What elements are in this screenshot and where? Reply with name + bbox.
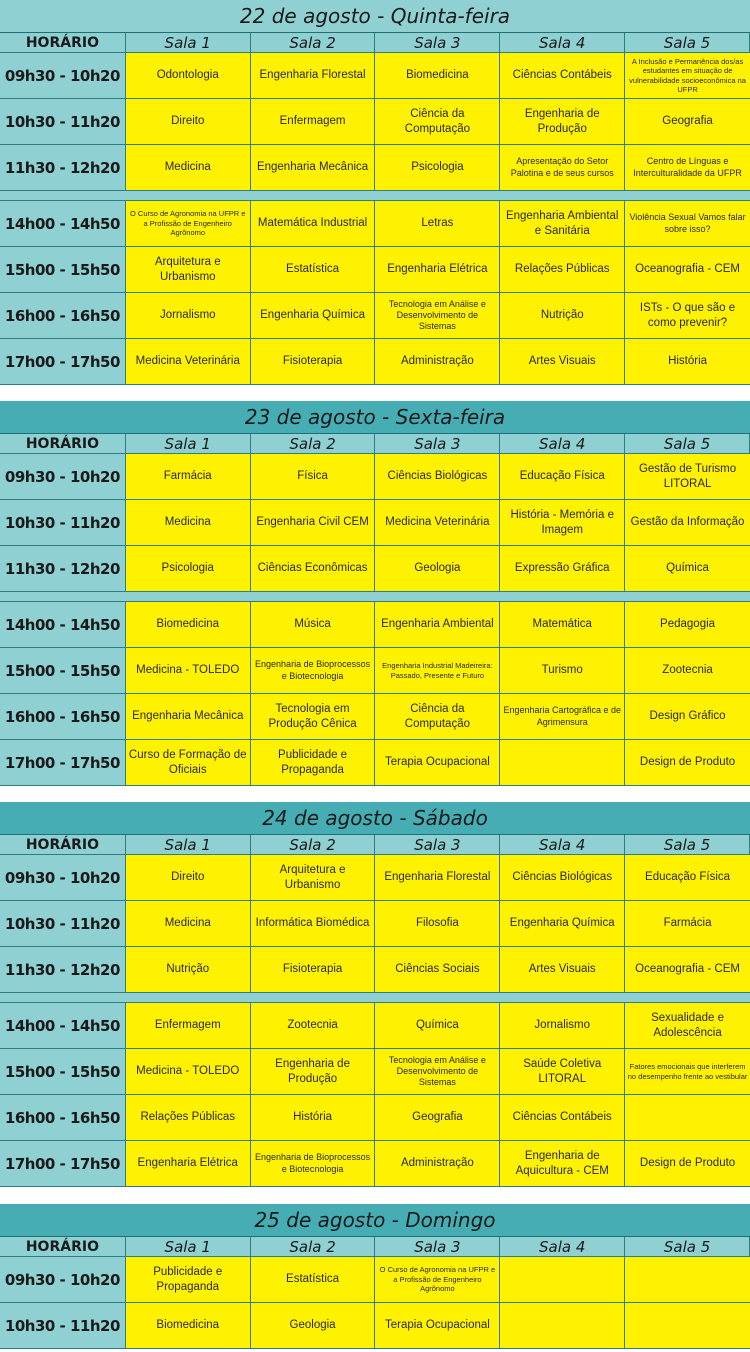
session-cell-sala-4: Saúde Coletiva LITORAL xyxy=(500,1049,625,1095)
session-cell-sala-2: Publicidade e Propaganda xyxy=(251,740,376,786)
session-cell-sala-4: Engenharia Química xyxy=(500,901,625,947)
session-cell-sala-2: Ciências Econômicas xyxy=(251,546,376,592)
table-row xyxy=(0,1257,750,1303)
session-cell-sala-1: Enfermagem xyxy=(126,1003,251,1049)
session-cell-sala-5 xyxy=(625,1303,750,1349)
session-block-morning xyxy=(0,53,750,191)
time-slot: 14h00 - 14h50 xyxy=(0,602,126,648)
session-cell-sala-4: Apresentação do Setor Palotina e de seus cursos xyxy=(500,145,625,191)
session-block-morning xyxy=(0,454,750,592)
time-slot: 17h00 - 17h50 xyxy=(0,1141,126,1187)
session-cell-sala-3: Terapia Ocupacional xyxy=(375,1303,500,1349)
column-header-sala-3: Sala 3 xyxy=(375,434,500,454)
lunch-break-divider xyxy=(0,191,750,201)
table-row xyxy=(0,339,750,385)
session-cell-sala-1: Jornalismo xyxy=(126,293,251,339)
session-cell-sala-1: Publicidade e Propaganda xyxy=(126,1257,251,1303)
session-cell-sala-5: Educação Física xyxy=(625,855,750,901)
session-cell-sala-4: Engenharia Ambiental e Sanitária xyxy=(500,201,625,247)
session-cell-sala-2: História xyxy=(251,1095,376,1141)
session-cell-sala-4: Engenharia de Aquicultura - CEM xyxy=(500,1141,625,1187)
session-cell-sala-4: Matemática xyxy=(500,602,625,648)
time-slot: 17h00 - 17h50 xyxy=(0,339,126,385)
session-cell-sala-1: Arquitetura e Urbanismo xyxy=(126,247,251,293)
session-cell-sala-5: Design Gráfico xyxy=(625,694,750,740)
session-cell-sala-2: Arquitetura e Urbanismo xyxy=(251,855,376,901)
session-cell-sala-5: Centro de Línguas e Interculturalidade da UFPR xyxy=(625,145,750,191)
time-slot: 17h00 - 17h50 xyxy=(0,740,126,786)
lunch-break-divider xyxy=(0,993,750,1003)
session-cell-sala-3: Ciências Sociais xyxy=(375,947,500,993)
session-block-morning xyxy=(0,1257,750,1349)
session-cell-sala-4: Engenharia de Produção xyxy=(500,99,625,145)
session-cell-sala-5: Zootecnia xyxy=(625,648,750,694)
session-cell-sala-5: História xyxy=(625,339,750,385)
table-row xyxy=(0,247,750,293)
column-header-time: HORÁRIO xyxy=(0,434,126,454)
session-cell-sala-3: Filosofia xyxy=(375,901,500,947)
time-slot: 15h00 - 15h50 xyxy=(0,1049,126,1095)
column-header-sala-1: Sala 1 xyxy=(126,1237,251,1257)
session-cell-sala-2: Fisioterapia xyxy=(251,339,376,385)
session-cell-sala-3: O Curso de Agronomia na UFPR e a Profissão de Engenheiro Agrônomo xyxy=(375,1257,500,1303)
time-slot: 10h30 - 11h20 xyxy=(0,99,126,145)
session-cell-sala-1: Biomedicina xyxy=(126,602,251,648)
day-title: 25 de agosto - Domingo xyxy=(0,1204,750,1237)
session-cell-sala-3: Medicina Veterinária xyxy=(375,500,500,546)
session-cell-sala-5: Farmácia xyxy=(625,901,750,947)
session-cell-sala-2: Engenharia Florestal xyxy=(251,53,376,99)
table-row xyxy=(0,201,750,247)
session-cell-sala-4: Artes Visuais xyxy=(500,339,625,385)
time-slot: 14h00 - 14h50 xyxy=(0,1003,126,1049)
session-cell-sala-2: Estatística xyxy=(251,1257,376,1303)
table-row xyxy=(0,1303,750,1349)
column-header-time: HORÁRIO xyxy=(0,1237,126,1257)
session-cell-sala-1: Odontologia xyxy=(126,53,251,99)
session-cell-sala-1: Medicina xyxy=(126,901,251,947)
session-cell-sala-5 xyxy=(625,1257,750,1303)
table-row xyxy=(0,1095,750,1141)
session-cell-sala-4 xyxy=(500,1303,625,1349)
session-cell-sala-1: Biomedicina xyxy=(126,1303,251,1349)
session-cell-sala-3: Psicologia xyxy=(375,145,500,191)
session-cell-sala-4: Ciências Contábeis xyxy=(500,1095,625,1141)
column-header-sala-5: Sala 5 xyxy=(625,835,750,855)
time-slot: 09h30 - 10h20 xyxy=(0,855,126,901)
session-cell-sala-1: Medicina - TOLEDO xyxy=(126,648,251,694)
time-slot: 16h00 - 16h50 xyxy=(0,1095,126,1141)
column-header-sala-1: Sala 1 xyxy=(126,835,251,855)
session-cell-sala-5: Oceanografia - CEM xyxy=(625,947,750,993)
session-cell-sala-2: Engenharia Civil CEM xyxy=(251,500,376,546)
table-row xyxy=(0,740,750,786)
session-cell-sala-1: Medicina - TOLEDO xyxy=(126,1049,251,1095)
session-block-afternoon xyxy=(0,1003,750,1187)
session-cell-sala-4: Nutrição xyxy=(500,293,625,339)
session-cell-sala-3: Terapia Ocupacional xyxy=(375,740,500,786)
session-cell-sala-3: Biomedicina xyxy=(375,53,500,99)
session-cell-sala-5: Design de Produto xyxy=(625,1141,750,1187)
session-cell-sala-3: Ciência da Computação xyxy=(375,99,500,145)
session-cell-sala-4: Expressão Gráfica xyxy=(500,546,625,592)
session-cell-sala-2: Matemática Industrial xyxy=(251,201,376,247)
session-cell-sala-5: Violência Sexual Vamos falar sobre isso? xyxy=(625,201,750,247)
session-cell-sala-2: Música xyxy=(251,602,376,648)
session-block-morning xyxy=(0,855,750,993)
session-cell-sala-1: Engenharia Mecânica xyxy=(126,694,251,740)
table-row xyxy=(0,694,750,740)
time-slot: 11h30 - 12h20 xyxy=(0,145,126,191)
time-slot: 10h30 - 11h20 xyxy=(0,500,126,546)
time-slot: 15h00 - 15h50 xyxy=(0,648,126,694)
session-cell-sala-2: Engenharia Mecânica xyxy=(251,145,376,191)
session-cell-sala-4: História - Memória e Imagem xyxy=(500,500,625,546)
session-cell-sala-5: Gestão de Turismo LITORAL xyxy=(625,454,750,500)
time-slot: 09h30 - 10h20 xyxy=(0,454,126,500)
time-slot: 09h30 - 10h20 xyxy=(0,53,126,99)
column-header-row xyxy=(0,434,750,454)
session-cell-sala-3: Engenharia Industrial Madeireira: Passado, Presente e Futuro xyxy=(375,648,500,694)
session-cell-sala-5: Pedagogia xyxy=(625,602,750,648)
table-row xyxy=(0,648,750,694)
session-cell-sala-2: Estatística xyxy=(251,247,376,293)
table-row xyxy=(0,145,750,191)
session-cell-sala-1: Engenharia Elétrica xyxy=(126,1141,251,1187)
column-header-sala-4: Sala 4 xyxy=(500,33,625,53)
column-header-row xyxy=(0,33,750,53)
column-header-sala-5: Sala 5 xyxy=(625,1237,750,1257)
session-cell-sala-3: Geologia xyxy=(375,546,500,592)
session-cell-sala-5: Oceanografia - CEM xyxy=(625,247,750,293)
session-cell-sala-1: Medicina xyxy=(126,145,251,191)
time-slot: 10h30 - 11h20 xyxy=(0,901,126,947)
session-cell-sala-5: Geografia xyxy=(625,99,750,145)
session-block-afternoon xyxy=(0,201,750,385)
session-cell-sala-2: Engenharia de Bioprocessos e Biotecnologia xyxy=(251,648,376,694)
session-cell-sala-1: Relações Públicas xyxy=(126,1095,251,1141)
column-header-sala-1: Sala 1 xyxy=(126,434,251,454)
session-cell-sala-3: Letras xyxy=(375,201,500,247)
session-cell-sala-3: Tecnologia em Análise e Desenvolvimento de Sistemas xyxy=(375,293,500,339)
session-cell-sala-4: Artes Visuais xyxy=(500,947,625,993)
session-cell-sala-1: Medicina Veterinária xyxy=(126,339,251,385)
table-row xyxy=(0,1141,750,1187)
column-header-row xyxy=(0,835,750,855)
column-header-sala-4: Sala 4 xyxy=(500,434,625,454)
time-slot: 16h00 - 16h50 xyxy=(0,694,126,740)
session-cell-sala-3: Administração xyxy=(375,1141,500,1187)
table-row xyxy=(0,602,750,648)
session-cell-sala-3: Engenharia Ambiental xyxy=(375,602,500,648)
session-cell-sala-3: Ciência da Computação xyxy=(375,694,500,740)
session-cell-sala-5: Gestão da Informação xyxy=(625,500,750,546)
session-cell-sala-2: Física xyxy=(251,454,376,500)
time-slot: 14h00 - 14h50 xyxy=(0,201,126,247)
lunch-break-divider xyxy=(0,592,750,602)
column-header-sala-2: Sala 2 xyxy=(251,1237,376,1257)
table-row xyxy=(0,901,750,947)
session-cell-sala-5 xyxy=(625,1095,750,1141)
session-cell-sala-4: Jornalismo xyxy=(500,1003,625,1049)
session-cell-sala-2: Enfermagem xyxy=(251,99,376,145)
column-header-sala-4: Sala 4 xyxy=(500,1237,625,1257)
column-header-sala-5: Sala 5 xyxy=(625,434,750,454)
time-slot: 11h30 - 12h20 xyxy=(0,947,126,993)
column-header-sala-3: Sala 3 xyxy=(375,33,500,53)
column-header-time: HORÁRIO xyxy=(0,33,126,53)
session-cell-sala-5: ISTs - O que são e como prevenir? xyxy=(625,293,750,339)
session-cell-sala-3: Ciências Biológicas xyxy=(375,454,500,500)
day-title: 24 de agosto - Sábado xyxy=(0,802,750,835)
session-cell-sala-1: Direito xyxy=(126,855,251,901)
session-cell-sala-3: Tecnologia em Análise e Desenvolvimento de Sistemas xyxy=(375,1049,500,1095)
session-cell-sala-4: Relações Públicas xyxy=(500,247,625,293)
session-cell-sala-4 xyxy=(500,740,625,786)
session-cell-sala-4: Ciências Biológicas xyxy=(500,855,625,901)
table-row xyxy=(0,1003,750,1049)
session-cell-sala-4 xyxy=(500,1257,625,1303)
session-cell-sala-3: Engenharia Florestal xyxy=(375,855,500,901)
table-row xyxy=(0,855,750,901)
column-header-row xyxy=(0,1237,750,1257)
time-slot: 09h30 - 10h20 xyxy=(0,1257,126,1303)
session-cell-sala-1: Direito xyxy=(126,99,251,145)
day-title: 22 de agosto - Quinta-feira xyxy=(0,0,750,33)
column-header-sala-5: Sala 5 xyxy=(625,33,750,53)
session-cell-sala-5: A Inclusão e Permanência dos/as estudantes em situação de vulnerabilidade socioeconômica na UFPR xyxy=(625,53,750,99)
session-cell-sala-5: Sexualidade e Adolescência xyxy=(625,1003,750,1049)
session-cell-sala-1: Psicologia xyxy=(126,546,251,592)
session-cell-sala-4: Engenharia Cartográfica e de Agrimensura xyxy=(500,694,625,740)
table-row xyxy=(0,1049,750,1095)
time-slot: 16h00 - 16h50 xyxy=(0,293,126,339)
column-header-sala-2: Sala 2 xyxy=(251,434,376,454)
session-cell-sala-1: Medicina xyxy=(126,500,251,546)
time-slot: 11h30 - 12h20 xyxy=(0,546,126,592)
table-row xyxy=(0,293,750,339)
session-cell-sala-3: Química xyxy=(375,1003,500,1049)
session-cell-sala-1: Curso de Formação de Oficiais xyxy=(126,740,251,786)
column-header-sala-3: Sala 3 xyxy=(375,1237,500,1257)
time-slot: 10h30 - 11h20 xyxy=(0,1303,126,1349)
table-row xyxy=(0,947,750,993)
table-row xyxy=(0,500,750,546)
time-slot: 15h00 - 15h50 xyxy=(0,247,126,293)
session-cell-sala-1: Nutrição xyxy=(126,947,251,993)
table-row xyxy=(0,99,750,145)
session-cell-sala-4: Educação Física xyxy=(500,454,625,500)
session-cell-sala-1: Farmácia xyxy=(126,454,251,500)
session-cell-sala-4: Ciências Contábeis xyxy=(500,53,625,99)
column-header-sala-1: Sala 1 xyxy=(126,33,251,53)
session-cell-sala-3: Engenharia Elétrica xyxy=(375,247,500,293)
column-header-sala-2: Sala 2 xyxy=(251,33,376,53)
session-cell-sala-4: Turismo xyxy=(500,648,625,694)
column-header-sala-4: Sala 4 xyxy=(500,835,625,855)
session-cell-sala-2: Engenharia Química xyxy=(251,293,376,339)
session-block-afternoon xyxy=(0,602,750,786)
session-cell-sala-3: Geografia xyxy=(375,1095,500,1141)
session-cell-sala-5: Design de Produto xyxy=(625,740,750,786)
session-cell-sala-2: Tecnologia em Produção Cênica xyxy=(251,694,376,740)
session-cell-sala-3: Administração xyxy=(375,339,500,385)
session-cell-sala-2: Geologia xyxy=(251,1303,376,1349)
day-title: 23 de agosto - Sexta-feira xyxy=(0,401,750,434)
session-cell-sala-2: Informática Biomédica xyxy=(251,901,376,947)
session-cell-sala-5: Química xyxy=(625,546,750,592)
table-row xyxy=(0,454,750,500)
session-cell-sala-5: Fatores emocionais que interferem no desempenho frente ao vestibular xyxy=(625,1049,750,1095)
column-header-sala-3: Sala 3 xyxy=(375,835,500,855)
table-row xyxy=(0,546,750,592)
session-cell-sala-2: Engenharia de Bioprocessos e Biotecnologia xyxy=(251,1141,376,1187)
session-cell-sala-2: Fisioterapia xyxy=(251,947,376,993)
column-header-sala-2: Sala 2 xyxy=(251,835,376,855)
session-cell-sala-2: Engenharia de Produção xyxy=(251,1049,376,1095)
column-header-time: HORÁRIO xyxy=(0,835,126,855)
table-row xyxy=(0,53,750,99)
session-cell-sala-2: Zootecnia xyxy=(251,1003,376,1049)
session-cell-sala-1: O Curso de Agronomia na UFPR e a Profissão de Engenheiro Agrônomo xyxy=(126,201,251,247)
